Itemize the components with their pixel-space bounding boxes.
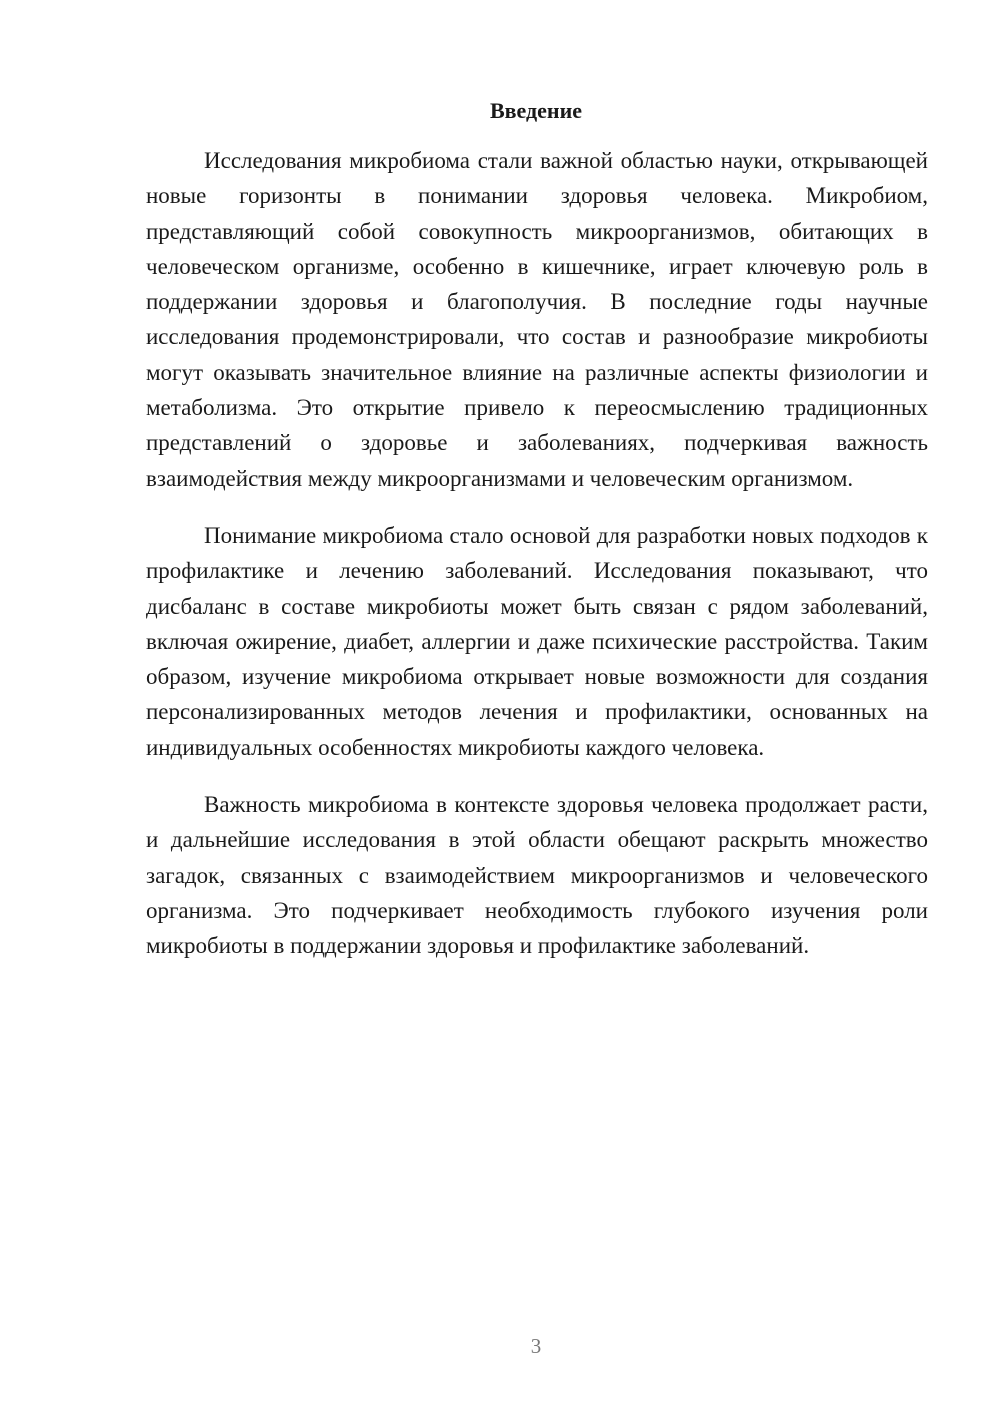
section-heading: Введение [489,98,583,123]
page-number: 3 [530,1334,542,1358]
paragraph-1: Исследования микробиома стали важной областью науки, открывающей новые горизонты в понимании здоровья человека. Микробиом, представляющий собой совокупность микроорганизмов, обитающих в человеческом организме, особенно в кишечнике, играет ключевую роль в поддержании здоровья и благополучия. В последние годы научные исследования продемонстрировали, что состав и разнообразие микробиоты могут оказывать значительное влияние на различные аспекты физиологии и метаболизма. Это открытие привело к переосмыслению традиционных представлений о здоровье и заболеваниях, подчеркивая важность взаимодействия между микроорганизмами и человеческим организмом. [146,148,928,491]
paragraph-3: Важность микробиома в контексте здоровья человека продолжает расти, и дальнейшие исследования в этой области обещают раскрыть множество загадок, связанных с взаимодействием микроорганизмов и человеческого организма. Это подчеркивает необходимость глубокого изучения роли микробиоты в поддержании здоровья и профилактике заболеваний. [146,792,928,959]
paragraph-2: Понимание микробиома стало основой для разработки новых подходов к профилактике и лечению заболеваний. Исследования показывают, что дисбаланс в составе микробиоты может быть связан с рядом заболеваний, включая ожирение, диабет, аллергии и даже психические расстройства. Таким образом, изучение микробиома открывает новые возможности для создания персонализированных методов лечения и профилактики, основанных на индивидуальных особенностях микробиоты каждого человека. [146,522,928,760]
body-text [146,143,928,986]
